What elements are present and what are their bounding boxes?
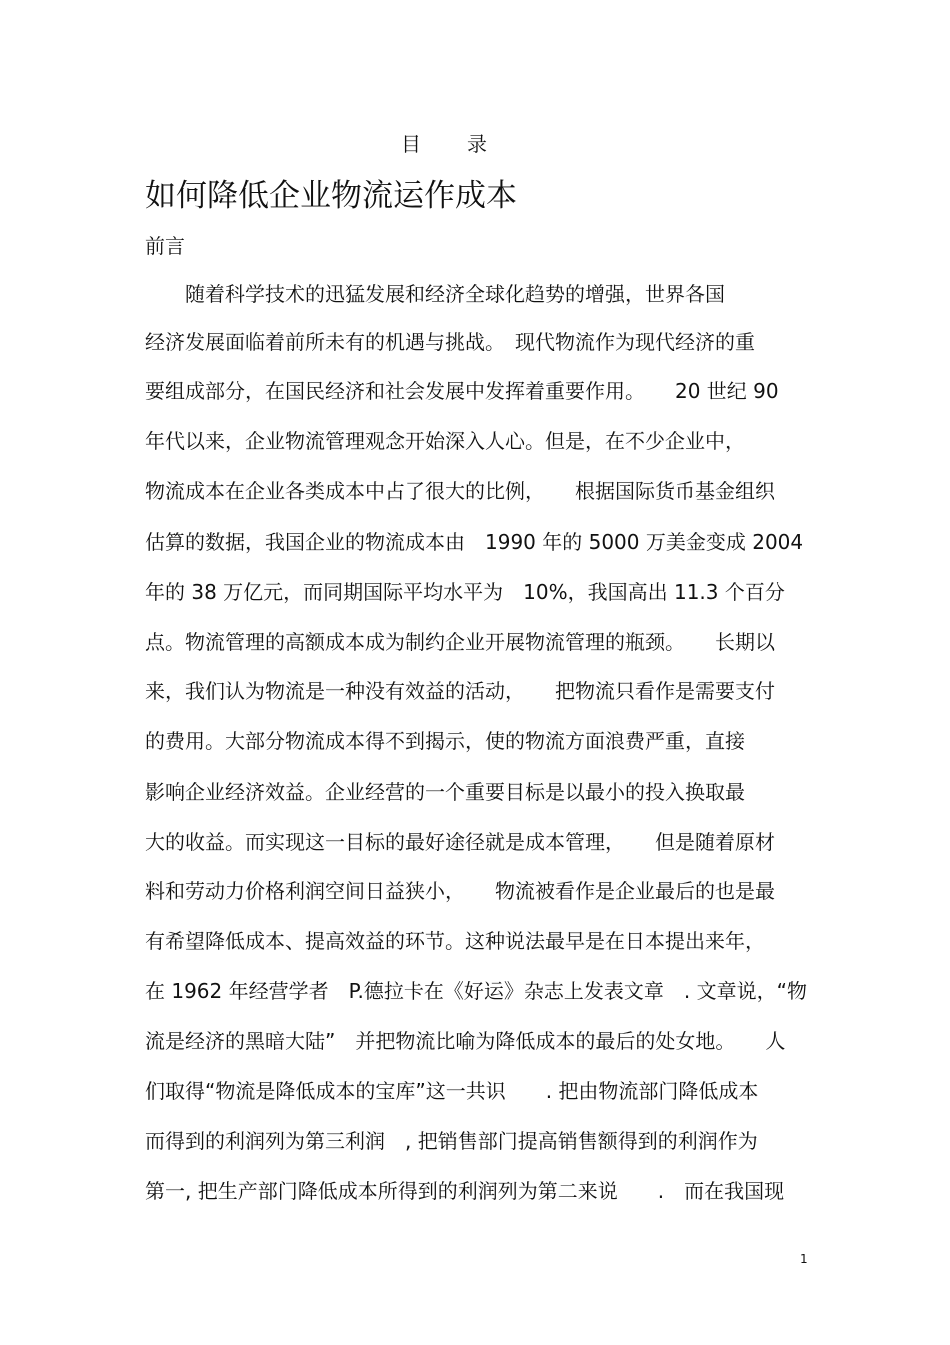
document-title: 如何降低企业物流运作成本 (145, 178, 517, 214)
body-line: 的费用。大部分物流成本得不到揭示，使的物流方面浪费严重，直接 (145, 729, 745, 753)
body-line: 流是经济的黑暗大陆” 并把物流比喻为降低成本的最后的处女地。 人 (145, 1029, 786, 1053)
body-line: 估算的数据，我国企业的物流成本由 1990 年的 5000 万美金变成 2004 (145, 530, 804, 554)
body-line: 料和劳动力价格利润空间日益狭小， 物流被看作是企业最后的也是最 (145, 879, 775, 903)
body-line: 点。物流管理的高额成本成为制约企业开展物流管理的瓶颈。 长期以 (145, 630, 775, 654)
body-line: 大的收益。而实现这一目标的最好途径就是成本管理， 但是随着原材 (145, 830, 775, 854)
body-line: 影响企业经济效益。企业经营的一个重要目标是以最小的投入换取最 (145, 780, 745, 804)
toc-heading: 目 录 (401, 132, 489, 156)
body-line: 年代以来，企业物流管理观念开始深入人心。但是，在不少企业中， (145, 429, 745, 453)
body-line: 而得到的利润列为第三利润 , 把销售部门提高销售额得到的利润作为 (145, 1129, 758, 1153)
body-line: 要组成部分，在国民经济和社会发展中发挥着重要作用。 20 世纪 90 (145, 379, 779, 403)
body-line: 物流成本在企业各类成本中占了很大的比例， 根据国际货币基金组织 (145, 479, 775, 503)
body-line: 随着科学技术的迅猛发展和经济全球化趋势的增强，世界各国 (145, 282, 725, 306)
body-line: 年的 38 万亿元，而同期国际平均水平为 10%，我国高出 11.3 个百分 (145, 580, 785, 604)
body-line: 第一, 把生产部门降低成本所得到的利润列为第二来说 . 而在我国现 (145, 1179, 785, 1203)
body-line: 在 1962 年经营学者 P.德拉卡在《好运》杂志上发表文章 . 文章说，“物 (145, 979, 807, 1003)
body-line: 来，我们认为物流是一种没有效益的活动， 把物流只看作是需要支付 (145, 679, 775, 703)
page-number: 1 (800, 1252, 808, 1266)
body-line: 有希望降低成本、提高效益的环节。这种说法最早是在日本提出来年， (145, 929, 765, 953)
body-line: 经济发展面临着前所未有的机遇与挑战。 现代物流作为现代经济的重 (145, 330, 755, 354)
section-heading-preface: 前言 (145, 234, 185, 258)
body-line: 们取得“物流是降低成本的宝库”这一共识 . 把由物流部门降低成本 (145, 1079, 759, 1103)
